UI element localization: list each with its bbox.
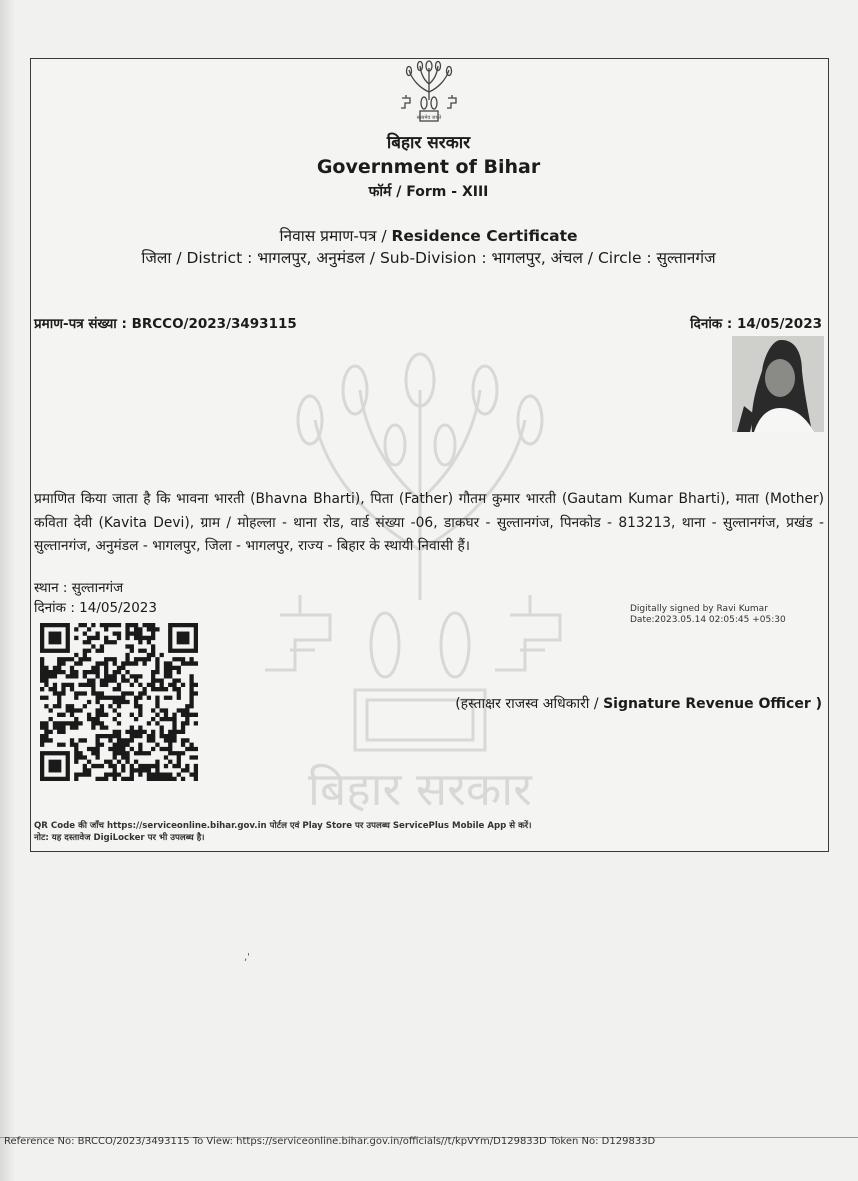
signature-label-hindi: (हस्ताक्षर राजस्व अधिकारी / [455, 696, 599, 712]
qr-finder-pattern [40, 623, 70, 653]
digital-signature-block [630, 604, 786, 626]
qr-finder-pattern [168, 623, 198, 653]
signature-label-english: Signature Revenue Officer ) [603, 696, 822, 712]
title-english: Government of Bihar [316, 156, 541, 178]
emblem-motto: सत्यमेव जयते [416, 115, 442, 121]
certificate-date: दिनांक : 14/05/2023 [690, 316, 822, 332]
bihar-emblem-icon [396, 60, 462, 124]
title-hindi: बिहार सरकार [386, 133, 471, 153]
reference-footer: Reference No: BRCCO/2023/3493115 To View: https://serviceonline.bihar.gov.in/officials//t/kpVYm/D129833D Token No: D129833D [4, 1136, 656, 1147]
form-label: फॉर्म / Form - XIII [368, 184, 489, 200]
stray-mark: ,' [244, 952, 250, 963]
paper-edge-shadow [0, 0, 14, 1181]
certificate-title-hindi: निवास प्रमाण-पत्र / [279, 227, 387, 245]
qr-code-icon[interactable] [40, 623, 198, 781]
certificate-body-text: प्रमाणित किया जाता है कि भावना भारती (Bhavna Bharti), पिता (Father) गौतम कुमार भारती (Gautam Kumar Bharti), माता (Mother) कविता देवी (Kavita Devi), ग्राम / मोहल्ला - थाना रोड, वार्ड संख्या -06, डाकघर - सुल्तानगंज, पिनकोड - 813213, थाना - सुल्तानगंज, प्रखंड - सुल्तानगंज, अनुमंडल - भागलपुर, जिला - भागलपुर, राज्य - बिहार के स्थायी निवासी हैं। [34, 491, 824, 554]
portrait-image-icon [732, 336, 824, 432]
signature-label [455, 694, 822, 713]
place-label: स्थान : सुल्तानगंज [34, 580, 124, 596]
issue-date-label: दिनांक : 14/05/2023 [34, 600, 157, 616]
digital-sign-date: Date:2023.05.14 02:05:45 +05:30 [630, 615, 786, 625]
qr-verification-note: QR Code की जाँच https://serviceonline.bihar.gov.in पोर्टल एवं Play Store पर उपलब्ध ServicePlus Mobile App से करें। [34, 821, 532, 831]
applicant-photo [732, 336, 824, 432]
digital-sign-name: Digitally signed by Ravi Kumar [630, 604, 768, 614]
digilocker-note: नोट: यह दस्तावेज DigiLocker पर भी उपलब्ध है। [34, 833, 205, 843]
certificate-title-english: Residence Certificate [391, 227, 578, 245]
certificate-number: प्रमाण-पत्र संख्या : BRCCO/2023/3493115 [34, 316, 297, 332]
district-line: जिला / District : भागलपुर, अनुमंडल / Sub-Division : भागलपुर, अंचल / Circle : सुल्तानगंज [141, 249, 716, 267]
certificate-title [30, 224, 827, 246]
qr-finder-pattern [40, 751, 70, 781]
